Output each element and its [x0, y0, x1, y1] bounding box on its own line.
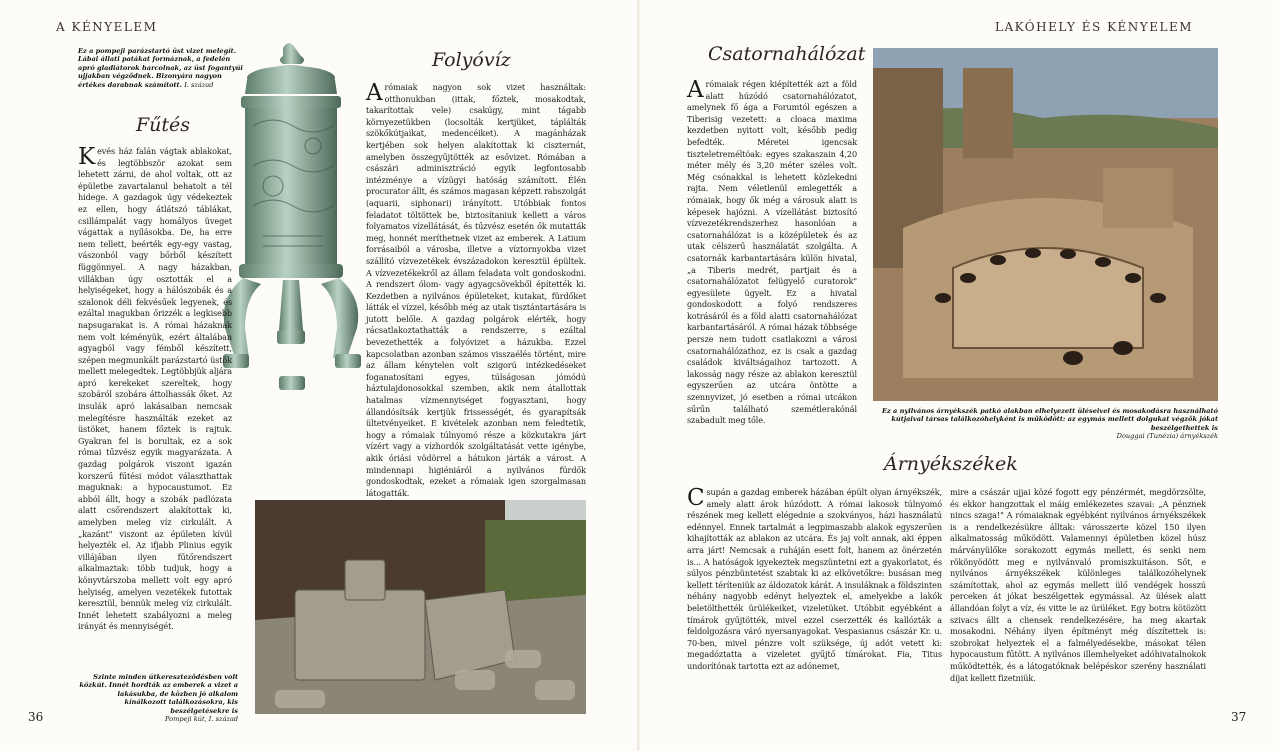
dropcap-c: C — [687, 485, 705, 511]
paragraph-arnyek-1: supán a gazdag emberek házában épült olyan árnyékszék, amely alatt árok húzódott. A római lakosok túlnyomó részének meg kellett elégednie a szokványos, házi használatú edénnyel. Ennek tartalmát a legpimaszabb alakok egyszerűen kihajították az ablakon az utcára. És jaj volt annak, aki éppen arra járt! Nemcsak a ruháján esett folt, hanem az önérzetén is... A hatóságok igyekeztek megszüntetni ezt a gyakorlatot, és súlyos pénzbüntetést szabtak ki az elkövetőkre: busásan meg kellett téríteniük az áldozatok kárát. A insuláknak a földszinten néhány nagyobb edényt helyeztek el, amelyekbe a lakók beletölthették ürülékeiket, vizeletüket. Utóbbit egyébként a tímárok gyűjtötték, mivel ezzel cserzették és kallózták a feldolgozásra váró nyersanyagokat. Vespasianus császár Kr. u. 70-ben, mivel pénzre volt szüksége, új adót vetett ki: megadóztatta a vizeletet gyűjtő tímárokat. Fia, Titus undorítónak tartotta ezt az adónemet, — [687, 487, 942, 671]
heading-arnyekszekek: Árnyékszékek — [884, 453, 1018, 475]
caption-brazier-credit: I. század — [184, 80, 214, 89]
text-futes — [78, 146, 232, 633]
left-page — [0, 0, 638, 751]
caption-fountain-text: Szinte minden útkereszteződésben volt közkút. Innét hordták az emberek a vizet a lakásukba, de közben jó alkalom kínálkozott találkozásokra, kis beszélgetésekre is — [79, 673, 238, 715]
caption-latrine-text: Ez a nyilvános árnyékszék patkó alakban elhelyezett üléseivel és mosakodásra használható kútjaival társas találkozóhelyként is működött: az egymás mellett dolgukat végzők jókat beszélgethettek is — [881, 407, 1218, 432]
latrine-photo — [873, 48, 1218, 401]
paragraph-csatorna: rómaiak régen kiépítették azt a föld alatt húzódó csatornahálózatot, amelynek fő ága a Forumtól egészen a Tiberisig vezetett: a cloaca maxima kezdetben nyitott volt, később pedig befedték. Méretei igencsak tiszteletreméltóak: egyes szakaszain 4,20 méter mély és 3,20 méter széles volt. Még csónakkal is lehetett közlekedni rajta. Nem véletlenül emlegették a rómaiak, hogy ők még a városuk alatt is képesek hajózni. A vízellátást biztosító vízvezetékrendszerhez hasonlóan a csatornahálózat is a középületek és az utak célszerű használatát szolgálta. A csatornák karbantartására külön hivatal, „a Tiberis medrét, partjait és a csatornahálózatot felügyelő curatorok" egyesülete ügyelt. Ez a hivatal gondoskodott a folyó rendszeres kotrásáról és a föld alatti csatornahálózat karbantartásáról. A római házak többsége persze nem tudott csatlakozni a városi csatornahálózathoz, ez is csak a gazdag családok kiváltságaihoz tartozott. A lakosság nagy része az ablakon keresztül egyszerűen az utcára öntötte a szennyvizet, jó esetben a római utcákon sűrűn található szemétlerakónál szabadult meg tőle. — [687, 79, 857, 426]
caption-fountain — [78, 673, 238, 723]
caption-latrine-credit: Douggai (Tunézia) árnyékszék — [1116, 432, 1218, 441]
dropcap-a-left: A — [366, 80, 383, 106]
heading-futes: Fűtés — [136, 114, 191, 136]
paragraph-futes: evés ház falán vágtak ablakokat, és legtöbbször azokat sem lehetett zárni, de ahol voltak, ott az épületbe zavartalanul behatolt a tél hidege. A gazdagok úgy védekeztek ez ellen, hogy átlátszó táblákat, csillámpalát vagy homályos üveget vágattak a nyílásokba. De, ha erre nem tellett, beérték egy-egy vastag, vászonból vagy bőrből készített függönnyel. A nagy házakban, villákban úgy osztották el a helyiségeket, hogy a hálószobák és a szalonok déli fekvésűek legyenek, és ezáltal magukban őrizzék a legkisebb napsugarakat is. A római házaknak nem volt kéményük, ezért általában agyagból vagy fémből készített, szépen megmunkált parázstartó üstök mellett melegedtek. Legtöbbjük aljára apró kerekeket szereltek, hogy szobáról szobára áttolhassák őket. Az insulák apró lakásaiban nemcsak melegítésre használták ezeket az üstöket, hanem főztek is rajtuk. Gyakran fel is borultak, ez a sok római tűzvész egyik magyarázata. A gazdag polgárok viszont igazán korszerű fűtési módot választhattak maguknak: a hypocaustumot. Ez abból állt, hogy a szobák padlózata alatt csőrendszert alakítottak ki, amelyben meleg víz cirkulált. A „kazánt" viszont az épületen kívül helyezték el. Az ifjabb Plinius egyik villájában ilyen fűtőrendszert alkalmaztak: több tudjuk, hogy a könyvtárszoba mellett volt egy apró helyiség, amelyen vezetékek futottak keresztül, bennük meleg víz cirkulált. Innét lehetett szabályozni a meleg irányát és mennyiségét. — [78, 146, 232, 632]
brazier-illustration — [213, 36, 383, 401]
right-page — [640, 0, 1279, 751]
caption-latrine — [873, 407, 1218, 441]
running-head-right: LAKÓHELY ÉS KÉNYELEM — [995, 20, 1193, 34]
running-head-left: A KÉNYELEM — [56, 20, 158, 34]
paragraph-arnyek-2: mire a császár ujjai közé fogott egy pénzérmét, megdörzsölte, és ekkor hangzottak el máig emlékezetes szavai: „A pénznek nincs szaga!" A rómaiaknak egyébként nyilvános árnyékszékek is a rendelkezésükre álltak: városszerte közel 150 ilyen alkalmatosság működött. Valamennyi épületben közel húsz márványülőke sorakozott egymás mellett, és senki nem rökönyödött meg e nyilvánvaló promiszkuitáson. Sőt, e nyilvános árnyékszékek különleges találkozóhelynek számítottak, ahol az egymás mellett ülő vendégek hosszú perceken át jókat beszélgettek egymással. Az ülések alatt állandóan folyt a víz, és vitte le az ürüléket. Egy botra kötözött szivacs állt a cliensek rendelkezésére, ha meg akartak mosakodni. Néhány ilyen építményt még díszítettek is: szobrokat helyeztek el a falmélyedésekbe, másokat télen hypocaustum fűtött. A nyilvános illemhelyeket adóhivatalnokok működtették, és a látogatóknak belépéskor szerény használati díjat kellett fizetniük. — [950, 487, 1206, 683]
folio-left: 36 — [28, 710, 44, 724]
text-arnyek-col1 — [687, 487, 942, 673]
dropcap-a-right: A — [687, 77, 704, 103]
caption-fountain-credit: Pompeji kút, I. század — [164, 715, 238, 724]
heading-folyoviz: Folyóvíz — [432, 49, 511, 71]
heading-csatornahalozat: Csatornahálózat — [708, 43, 866, 65]
caption-brazier-text: Ez a pompeji parázstartó üst vizet melegít. Lábai állati patákat formáznak, a fedelén apró gladiátorok harcolnak, az üst fogantyúi ujjakban végződnek. Bizonyára nagyon értékes darabnak számított. — [78, 47, 243, 89]
text-folyoviz-top — [366, 82, 586, 499]
folio-right: 37 — [1231, 710, 1247, 724]
paragraph-folyoviz: rómaiak nagyon sok vizet használtak: otthonukban (ittak, főztek, mosakodtak, takarítottak vele) csakúgy, mint tágabb környezetükben (locsolták kertjüket, táplálták szökőkútjaikat, medencéiket). A magánházak kertjében sok helyen alakítottak ki ciszternát, amelyben összegyűjtötték az esővizet. Rómában a császári adminisztráció egyik legfontosabb intézménye a vízügyi hatóság számított. Élén procurator állt, és számos magasan képzett rabszolgát (aquarii, siphonari) irányított. Utóbbiak fontos feladatot töltöttek be, biztosítaniuk kellett a város folyamatos vízellátását, és tűzvész esetén ők mutatták meg, honnét meríthetnek vizet az emberek. A Latium forrásaiból a városba, illetve a víztornyokba vizet szállító vízvezetékek évszázadokon keresztül épültek. A vízvezetékekről az állam feladata volt gondoskodni. A rendszert ólom- vagy agyagcsövekből építették ki. Kezdetben a nyilvános épületeket, kutakat, fürdőket látták el vízzel, később még az utak tisztántartására is jutott belőle. A gazdag polgárok elérték, hogy rácsatlakoztathatták a rendszerre, s ezáltal bevezethették a folyóvizet a házukba. Ezzel kapcsolatban azonban számos visszaélés történt, mire az állam kénytelen volt szigorú intézkedéseket foganatosítani egyes, túlságosan jómódú háztulajdonosokkal szemben, akik nem átallottak hatalmas vízmennyiséget fogyasztani, hogy állandósítsák kertjük frissességét, és gyarapítsák ültetvényeiket. E kivételek azonban nem feledtetik, hogy a rómaiak túlnyomó része a közkutakra járt vízért vagy a vízhordók szolgáltatását vette igénybe, akik óriási vödörrel a hátukon járták a várost. A mindennapi higiéniáról a nyilvános fürdők gondoskodtak, ezeket a rómaiak igen szorgalmasan látogatták. — [366, 82, 586, 498]
fountain-photo — [255, 500, 586, 714]
dropcap-k: K — [78, 144, 96, 170]
text-arnyek-col2 — [950, 487, 1206, 684]
text-csatorna — [687, 79, 857, 427]
